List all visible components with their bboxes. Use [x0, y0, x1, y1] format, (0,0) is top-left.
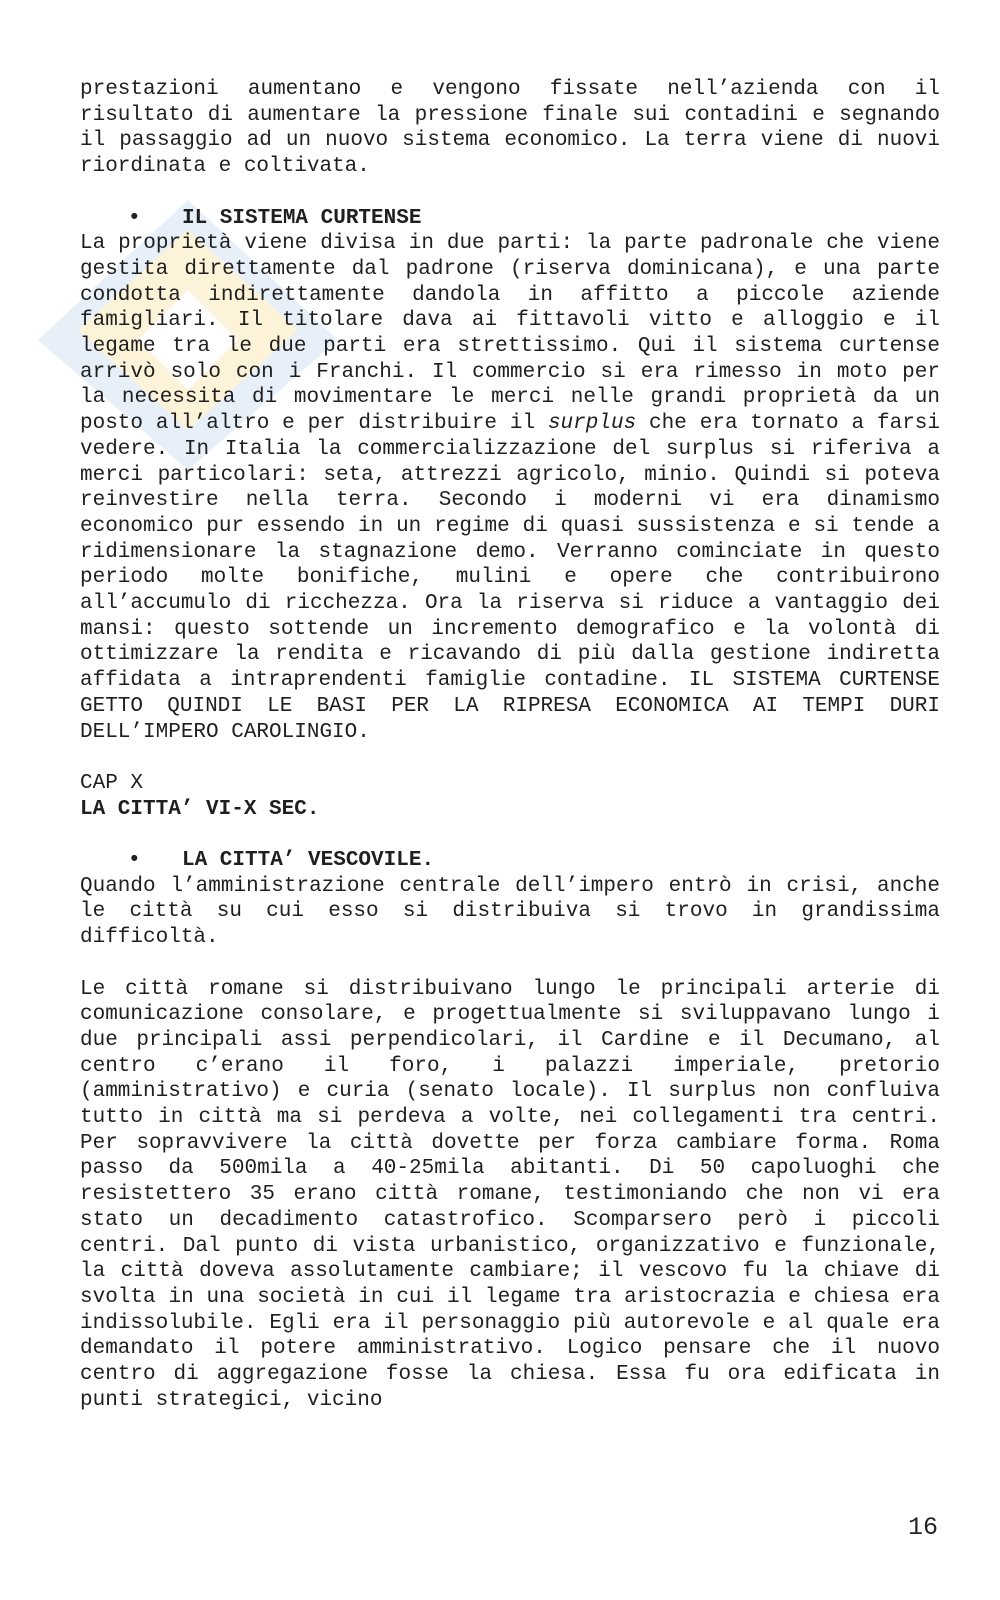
spacer [80, 745, 940, 771]
spacer [80, 951, 940, 977]
document-page [80, 77, 940, 1414]
section-heading-text: IL SISTEMA CURTENSE [182, 206, 422, 230]
spacer [80, 822, 940, 848]
page-number: 16 [907, 1513, 938, 1542]
spacer [80, 180, 940, 206]
section2-paragraph1: Quando l’amministrazione centrale dell’impero entrò in crisi, anche le città su cui esso si distribuiva si trovo in grandissima difficoltà. [80, 874, 940, 950]
section1-text-part1: La proprietà viene divisa in due parti: la parte padronale che viene gestita direttamente dal padrone (riserva dominicana), e una parte condotta indirettamente dandola in affitto a piccole aziende famigliari. Il titolare dava ai fittavoli vitto e alloggio e il legame tra le due parti era strettissimo. Qui il sistema curtense arrivò solo con i Franchi. Il commercio si era rimesso in moto per la necessita di movimentare le merci nelle grandi proprietà da un posto all’altro e per distribuire il [80, 232, 940, 436]
bullet-icon: • [128, 206, 141, 230]
section-heading-sistema-curtense [80, 206, 940, 232]
intro-paragraph: prestazioni aumentano e vengono fissate nell’azienda con il risultato di aumentare la pressione finale sui contadini e segnando il passaggio ad un nuovo sistema economico. La terra viene di nuovi riordinata e coltivata. [80, 78, 940, 179]
section1-surplus-italic: surplus [547, 412, 637, 436]
bullet-icon: • [128, 849, 141, 873]
section1-text-part2: che era tornato a farsi vedere. In Italia la commercializzazione del surplus si riferiva a merci particolari: seta, attrezzi agricolo, minio. Quindi si poteva reinvestire nella terra. Secondo i moderni vi era dinamismo economico pur essendo in un regime di quasi sussistenza e si tende a ridimensionare la stagnazione demo. Verranno cominciate in questo periodo molte bonifiche, mulini e opere che contribuirono all’accumulo di ricchezza. Ora la riserva si riduce a vantaggio dei mansi: questo sottende un incremento demografico e la volontà di ottimizzare la rendita e ricavando di più dalla gestione indiretta affidata a intraprendenti famiglie contadine. IL SISTEMA CURTENSE GETTO QUINDI LE BASI PER LA RIPRESA ECONOMICA AI TEMPI DURI DELL’IMPERO CAROLINGIO. [80, 412, 941, 744]
section-heading-text: LA CITTA’ VESCOVILE. [182, 849, 435, 873]
section2-paragraph2: Le città romane si distribuivano lungo le principali arterie di comunicazione consolare, e progettualmente si sviluppavano lungo i due principali assi perpendicolari, il Cardine e il Decumano, al centro c’erano il foro, i palazzi imperiale, pretorio (amministrativo) e curia (senato locale). Il surplus non confluiva tutto in città ma si perdeva a volte, nei collegamenti tra centri. Per sopravvivere la città dovette per forza cambiare forma. Roma passo da 500mila a 40-25mila abitanti. Di 50 capoluoghi che resistettero 35 erano città romane, testimoniando che non vi era stato un decadimento catastrofico. Scomparsero però i piccoli centri. Dal punto di vista urbanistico, organizzativo e funzionale, la città doveva assolutamente cambiare; il vescovo fu la chiave di svolta in una società in cui il legame tra aristocrazia e chiesa era indissolubile. Egli era il personaggio più autorevole e al quale era demandato il potere amministrativo. Logico pensare che il nuovo centro di aggregazione fosse la chiesa. Essa fu ora edificata in punti strategici, vicino [80, 977, 940, 1412]
chapter-title: LA CITTA’ VI-X SEC. [80, 797, 320, 821]
chapter-label: CAP X [80, 771, 144, 795]
section1-paragraph [80, 231, 940, 745]
section-heading-citta-vescovile [80, 848, 940, 874]
